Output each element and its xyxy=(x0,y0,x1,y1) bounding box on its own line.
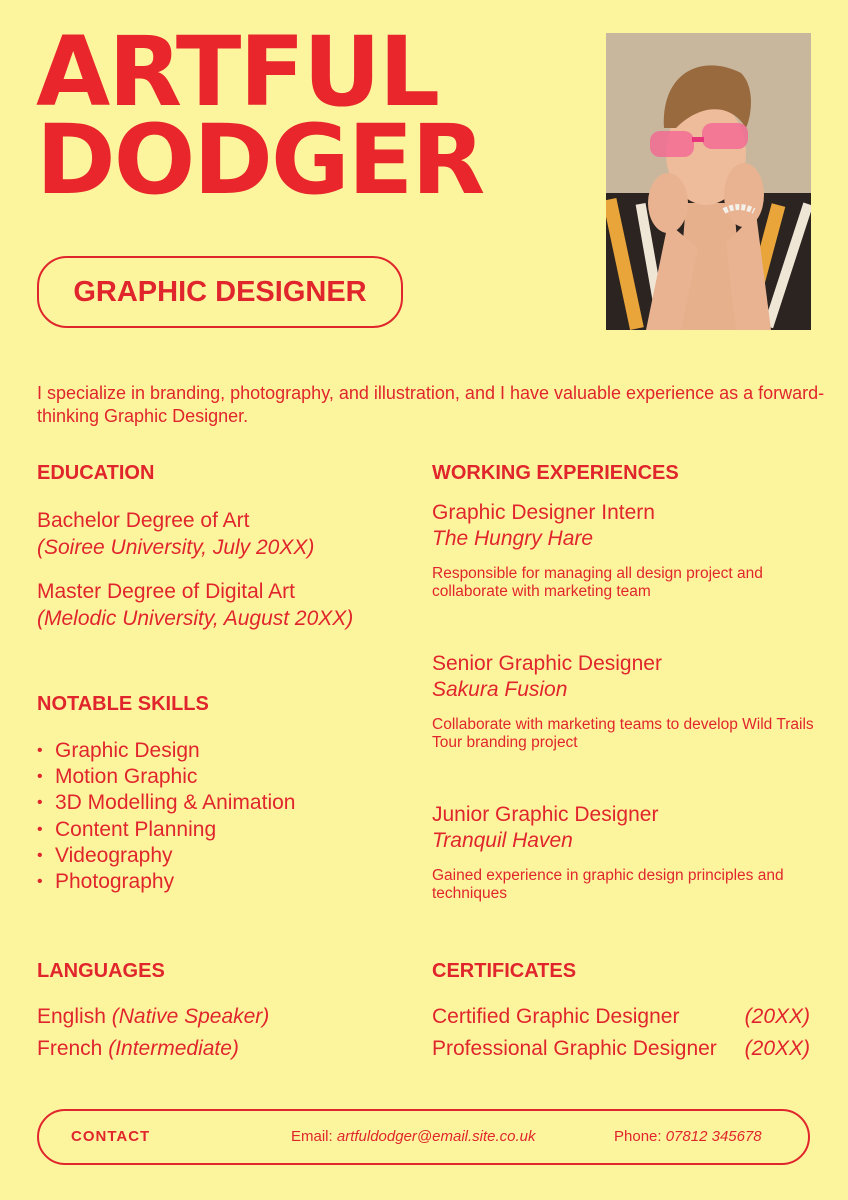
experience-item xyxy=(432,500,822,600)
language-level: (Native Speaker) xyxy=(111,1005,270,1028)
skill-item: • Motion Graphic xyxy=(37,764,295,790)
portrait-illustration xyxy=(606,33,811,330)
name-line-2: DODGER xyxy=(36,104,484,216)
language-item xyxy=(37,1005,269,1029)
language-name: French xyxy=(37,1037,103,1060)
name-line-1: ARTFUL xyxy=(36,16,439,128)
skill-item: • Graphic Design xyxy=(37,738,295,764)
job-title-badge: GRAPHIC DESIGNER xyxy=(37,256,403,328)
certificate-name: Professional Graphic Designer xyxy=(432,1037,717,1060)
candidate-name xyxy=(36,16,484,216)
certificate-item xyxy=(432,1037,810,1061)
education-item xyxy=(37,507,314,561)
certificate-year: (20XX) xyxy=(744,1005,810,1028)
degree-detail: (Melodic University, August 20XX) xyxy=(37,607,354,630)
contact-label: CONTACT xyxy=(71,1128,151,1145)
company-name: Sakura Fusion xyxy=(432,678,568,701)
languages-heading: LANGUAGES xyxy=(37,960,165,982)
phone-label: Phone: xyxy=(614,1128,662,1145)
degree-name: Bachelor Degree of Art xyxy=(37,509,250,532)
education-item xyxy=(37,578,353,632)
certificate-item xyxy=(432,1005,810,1029)
contact-email xyxy=(291,1128,536,1145)
job-description: Collaborate with marketing teams to develop Wild Trails Tour branding project xyxy=(432,716,814,751)
certificate-year: (20XX) xyxy=(744,1037,810,1060)
language-name: English xyxy=(37,1005,106,1028)
email-link[interactable]: artfuldodger@email.site.co.uk xyxy=(336,1128,536,1145)
job-description: Gained experience in graphic design principles and techniques xyxy=(432,867,784,902)
job-title: Graphic Designer Intern xyxy=(432,501,655,524)
job-title: Junior Graphic Designer xyxy=(432,803,659,826)
company-name: Tranquil Haven xyxy=(432,829,573,852)
experience-item xyxy=(432,802,822,902)
contact-phone xyxy=(614,1128,762,1145)
experience-item xyxy=(432,651,822,751)
skills-list xyxy=(37,738,295,895)
contact-bar xyxy=(37,1109,810,1165)
certificates-heading: CERTIFICATES xyxy=(432,960,577,982)
skill-item: • 3D Modelling & Animation xyxy=(37,790,295,816)
language-item xyxy=(37,1037,239,1061)
profile-photo xyxy=(606,33,811,330)
degree-name: Master Degree of Digital Art xyxy=(37,580,295,603)
certificate-name: Certified Graphic Designer xyxy=(432,1005,680,1028)
job-description: Responsible for managing all design project and collaborate with marketing team xyxy=(432,565,763,600)
experience-heading: WORKING EXPERIENCES xyxy=(432,462,679,484)
skill-item: • Videography xyxy=(37,843,295,869)
company-name: The Hungry Hare xyxy=(432,527,594,550)
profile-summary: I specialize in branding, photography, and illustration, and I have valuable experience as a forward-thinking Graphic Designer. xyxy=(37,383,825,426)
skills-heading: NOTABLE SKILLS xyxy=(37,693,209,715)
job-title: Senior Graphic Designer xyxy=(432,652,662,675)
education-heading: EDUCATION xyxy=(37,462,155,484)
language-level: (Intermediate) xyxy=(108,1037,239,1060)
degree-detail: (Soiree University, July 20XX) xyxy=(37,536,315,559)
skill-item: • Photography xyxy=(37,869,295,895)
skill-item: • Content Planning xyxy=(37,817,295,843)
email-label: Email: xyxy=(291,1128,333,1145)
phone-number[interactable]: 07812 345678 xyxy=(665,1128,762,1145)
